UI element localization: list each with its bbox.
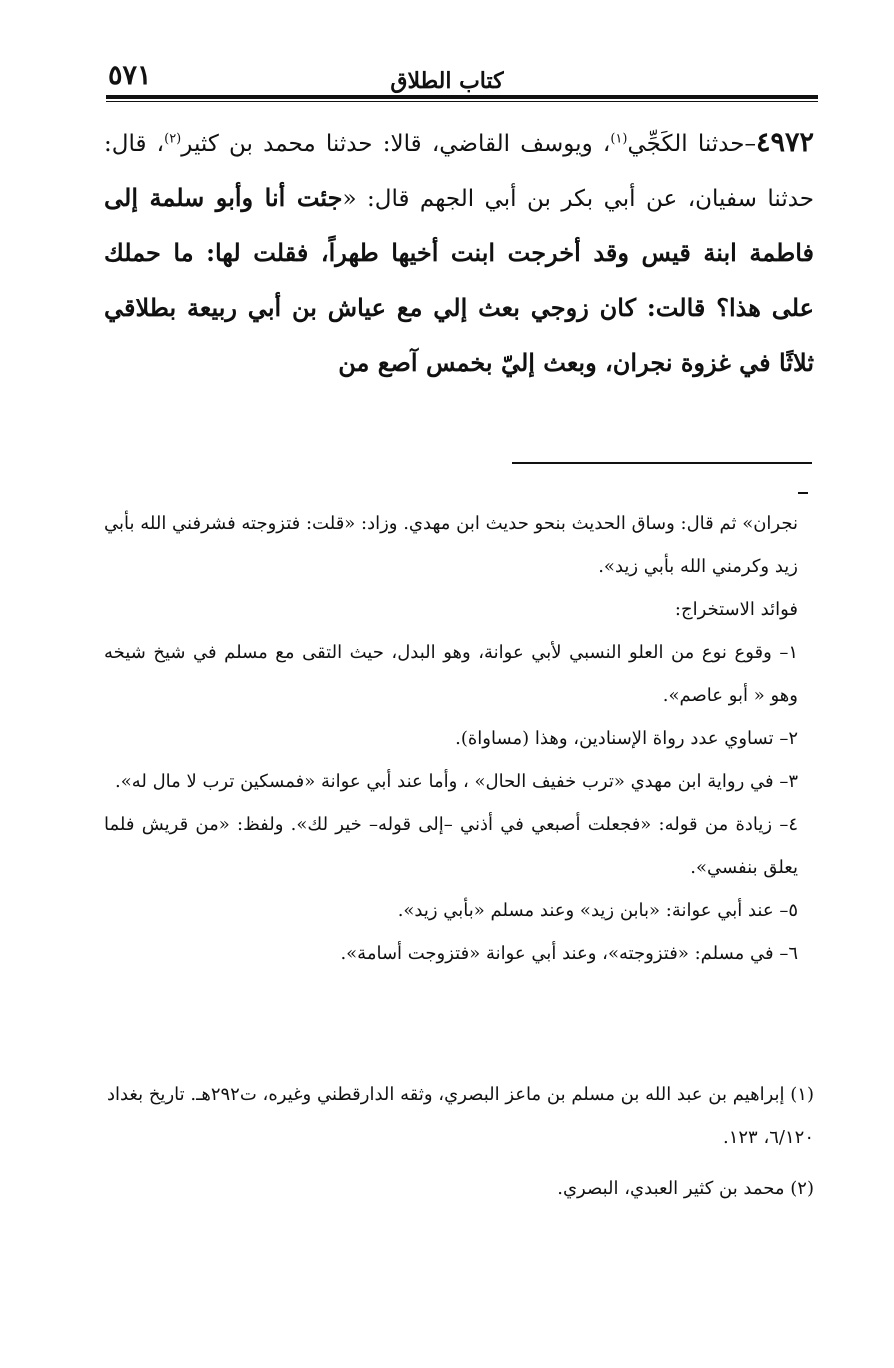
benefit-item: ١– وقوع نوع من العلو النسبي لأبي عوانة، وهو البدل، حيث التقى مع مسلم في شيخ شيخه وهو « أبو عاصم». (104, 642, 798, 706)
footnote-ref-2: (٢) محمد بن كثير العبدي، البصري. (557, 1178, 814, 1199)
isnad-part-1: –حدثنا الكَجِّي (627, 131, 756, 157)
header-rule-thick (106, 95, 818, 99)
page-header-title: كتاب الطلاق (390, 68, 504, 94)
benefit-item: ٤– زيادة من قوله: «فجعلت أصبعي في أذني –إلى قوله– خير لك». ولفظ: «من قريش فلما يعلق بنفسي». (104, 814, 799, 878)
dash-mark (798, 492, 808, 494)
footnotes (104, 502, 798, 975)
benefit-item: ٢– تساوي عدد رواة الإسنادين، وهذا (مساواة). (455, 728, 798, 749)
footnote-marker-1: (١) (610, 131, 628, 147)
header-rule-thin (106, 101, 818, 102)
main-text (104, 116, 814, 391)
isnad-part-2: ، ويوسف القاضي، قالا: حدثنا محمد بن كثير (181, 131, 611, 157)
benefit-item: ٦– في مسلم: «فتزوجته»، وعند أبي عوانة «فتزوجت أسامة». (340, 943, 798, 964)
matn-bold-text: جئت أنا وأبو سلمة إلى فاطمة ابنة قيس وقد أخرجت ابنت أخيها طهراً، فقلت لها: ما حملك على هذا؟ قالت: كان زوجي بعث إلي مع عياش بن أبي ربيعة بطلاقي ثلاثًا في غزوة نجران، وبعث إليّ بخمس آصع من (104, 183, 814, 377)
footnote-separator (512, 462, 812, 464)
footnote-continuation: نجران» ثم قال: وساق الحديث بنحو حديث ابن مهدي. وزاد: «قلت: فتزوجته فشرفني الله بأبي زيد وكرمني الله بأبي زيد». (104, 513, 798, 577)
hadith-number: ٤٩٧٢ (755, 127, 814, 158)
benefits-title: فوائد الاستخراج: (674, 599, 798, 620)
benefit-item: ٣– في رواية ابن مهدي «ترب خفيف الحال» ، وأما عند أبي عوانة «فمسكين ترب لا مال له». (114, 771, 798, 792)
footnote-marker-2: (٢) (164, 131, 182, 147)
page-number: ٥٧١ (108, 60, 152, 91)
footnote-ref-1: (١) إبراهيم بن عبد الله بن مسلم بن ماعز البصري، وثقه الدارقطني وغيره، ت٢٩٢هـ. تاريخ بغداد ٦/١٢٠، ١٢٣. (106, 1084, 814, 1148)
isnad-part-3: ، قال: حدثنا سفيان، عن أبي بكر بن أبي الجهم قال: « (104, 131, 815, 212)
benefit-item: ٥– عند أبي عوانة: «بابن زيد» وعند مسلم «بأبي زيد». (397, 900, 798, 921)
